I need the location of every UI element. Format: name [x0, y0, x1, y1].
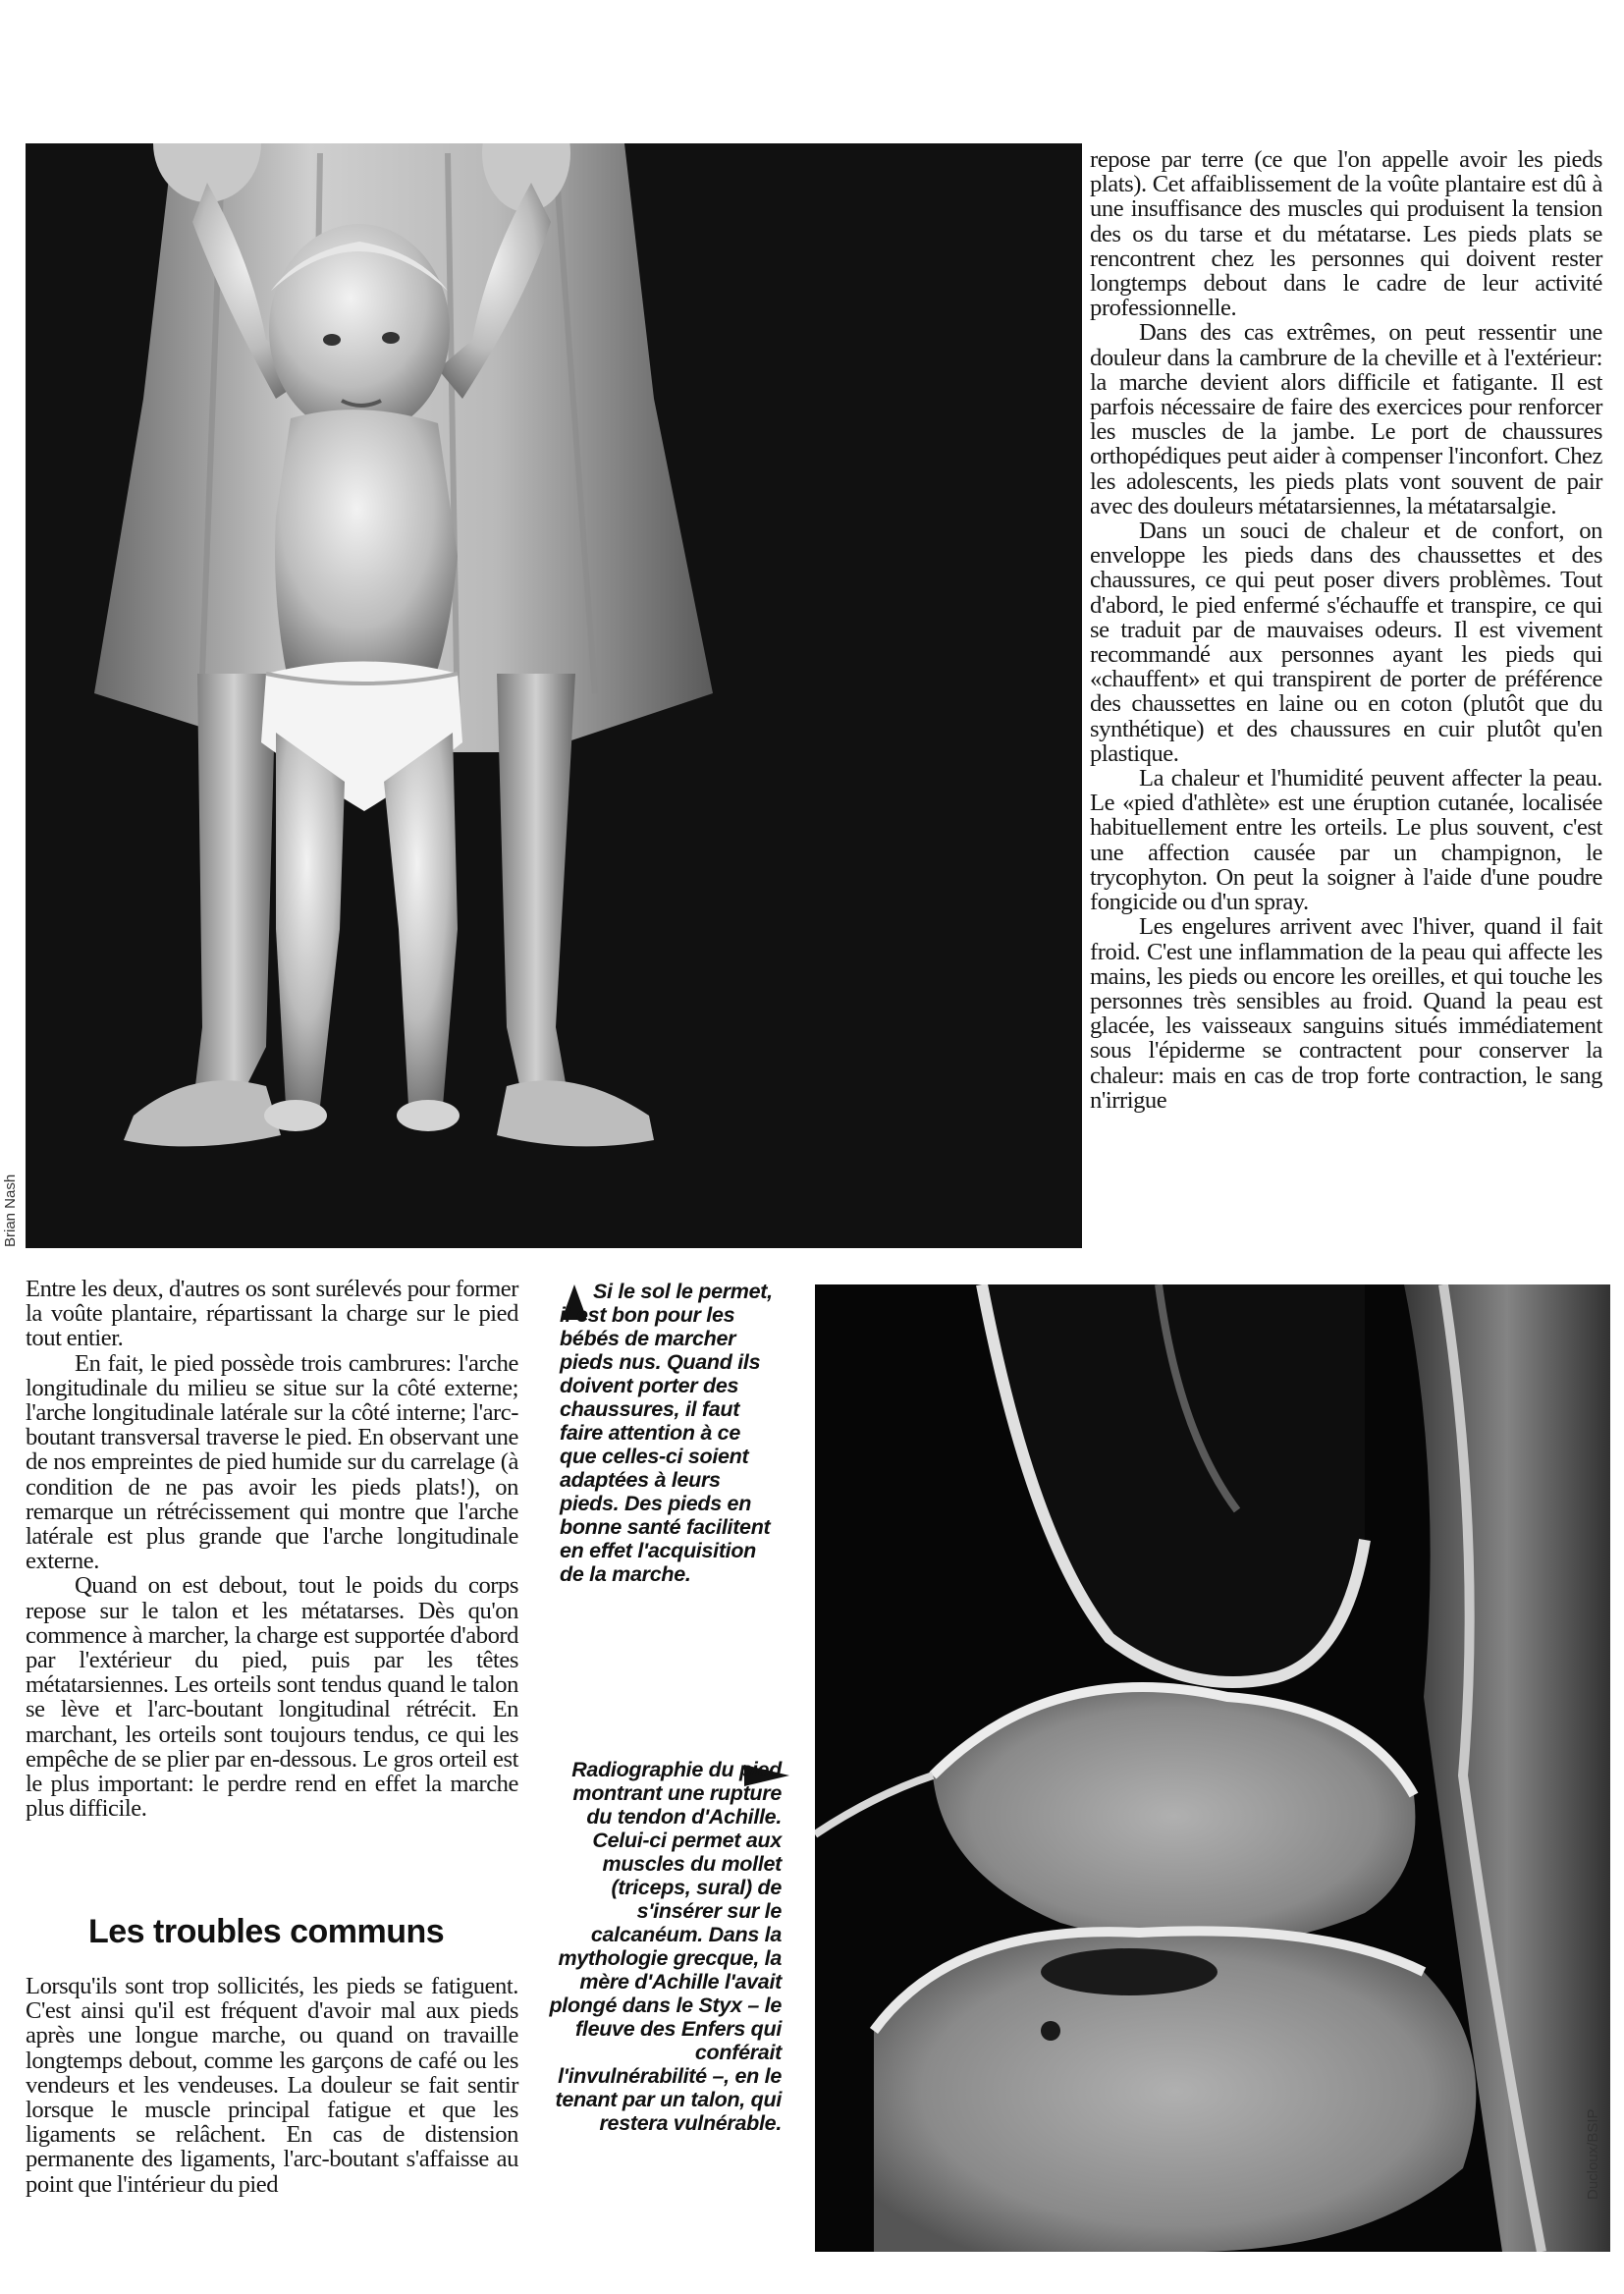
paragraph: Dans des cas extrêmes, on peut ressentir une douleur dans la cambrure de la cheville et à l'extérieur: la marche devient alors difficile et fatigante. Il est parfois nécessaire de faire des exercices pour renforcer les muscles de la jambe. Le port de chaussures orthopédiques peut aider à compenser l'inconfort. Chez les adolescents, les pieds plats vont souvent de pair avec des douleurs métatarsiennes, la métatarsalgie. [1090, 319, 1602, 519]
baby-photo-illustration [26, 143, 1082, 1248]
caption-baby-photo: Si le sol le permet, il est bon pour les bébés de marcher pieds nus. Quand ils doivent porter des chaussures, il faut faire attention à ce que celles-ci soient adaptées à leurs pieds. Des pieds en bonne santé facilitent en effet l'acquisition de la marche. [560, 1280, 773, 1586]
paragraph: En fait, le pied possède trois cambrures: l'arche longitudinale du milieu se situe sur la côté externe; l'arche longitudinale latérale sur la côté interne; l'arc-boutant transversal traverse le pied. En observant une de nos empreintes de pied humide sur du carrelage (à condition de ne pas avoir les pieds plats!), on remarque un rétrécissement qui montre que l'arche latérale est plus grande que l'arche longitudinale externe. [26, 1349, 518, 1575]
xray-illustration [815, 1284, 1610, 2252]
photo-xray-foot [815, 1284, 1610, 2252]
caption-xray: Radiographie du pied montrant une rupture du tendon d'Achille. Celui-ci permet aux muscles du mollet (triceps, sural) de s'insérer sur le calcanéum. Dans la mythologie grecque, la mère d'Achille l'avait plongé dans le Styx – le fleuve des Enfers qui conférait l'invulnérabilité –, en le tenant par un talon, qui restera vulnérable. [549, 1758, 782, 2135]
paragraph: Dans un souci de chaleur et de confort, on enveloppe les pieds dans des chaussettes et des chaussures, ce qui peut poser divers problèmes. Tout d'abord, le pied enfermé s'échauffe et transpire, ce qui se traduit par de mauvaises odeurs. Il est vivement recommandé aux personnes ayant les pieds qui «chauffent» et qui transpirent de porter de préférence des chaussettes en laine ou en coton (plutôt que du synthétique) et des chaussures en cuir plutôt qu'en plastique. [1090, 518, 1602, 767]
paragraph: Quand on est debout, tout le poids du corps repose sur le talon et les métatarses. Dès qu'on commence à marcher, la charge est supportée d'abord par l'extérieur du pied, puis par les têtes métatarsiennes. Les orteils sont tendus quand le talon se lève et l'arc-boutant longitudinal rétrécit. En marchant, les orteils sont toujours tendus, ce qui les empêche de se plier par en-dessous. Le gros orteil est le plus important: le perdre rend en effet la marche plus difficile. [26, 1572, 518, 1823]
photo-credit-bottom: Ducloux/BSIP [1585, 2108, 1601, 2200]
right-column-text [1090, 147, 1602, 1113]
paragraph: Entre les deux, d'autres os sont surélevés pour former la voûte plantaire, répartissant la charge sur le pied tout entier. [26, 1276, 518, 1352]
photo-baby-walking [26, 143, 1082, 1248]
left-column-text [26, 1277, 518, 1821]
section-heading: Les troubles communs [88, 1913, 445, 1950]
paragraph: repose par terre (ce que l'on appelle avoir les pieds plats). Cet affaiblissement de la voûte plantaire est dû à une insuffisance des muscles qui produisent la tension des os du tarse et du métatarse. Les pieds plats se rencontrent chez les personnes qui doivent rester longtemps debout dans le cadre de leur activité professionnelle. [1090, 146, 1602, 322]
paragraph: La chaleur et l'humidité peuvent affecter la peau. Le «pied d'athlète» est une éruption cutanée, localisée habituellement entre les orteils. Le plus souvent, c'est une affection causée par un champignon, le trycophyton. On peut la soigner à l'aide d'une poudre fongicide ou d'un spray. [1090, 765, 1602, 916]
paragraph: Lorsqu'ils sont trop sollicités, les pieds se fatiguent. C'est ainsi qu'il est fréquent d'avoir mal aux pieds après une longue marche, ou quand on travaille longtemps debout, comme les garçons de café ou les vendeurs et les vendeuses. La douleur se fait sentir lorsque le muscle principal fatigue et que les ligaments se relâchent. En cas de distension permanente des ligaments, l'arc-boutant s'affaisse au point que l'intérieur du pied [26, 1973, 518, 2198]
paragraph: Les engelures arrivent avec l'hiver, quand il fait froid. C'est une inflammation de la peau qui affecte les mains, les pieds ou encore les oreilles, et qui touche les personnes très sensibles au froid. Quand la peau est glacée, les vaisseaux sanguins situés immédiatement sous l'épiderme se contractent pour conserver la chaleur: mais en cas de trop forte contraction, le sang n'irrigue [1090, 913, 1602, 1114]
photo-credit-top: Brian Nash [2, 1174, 19, 1247]
left-column-text-continued [26, 1974, 518, 2197]
